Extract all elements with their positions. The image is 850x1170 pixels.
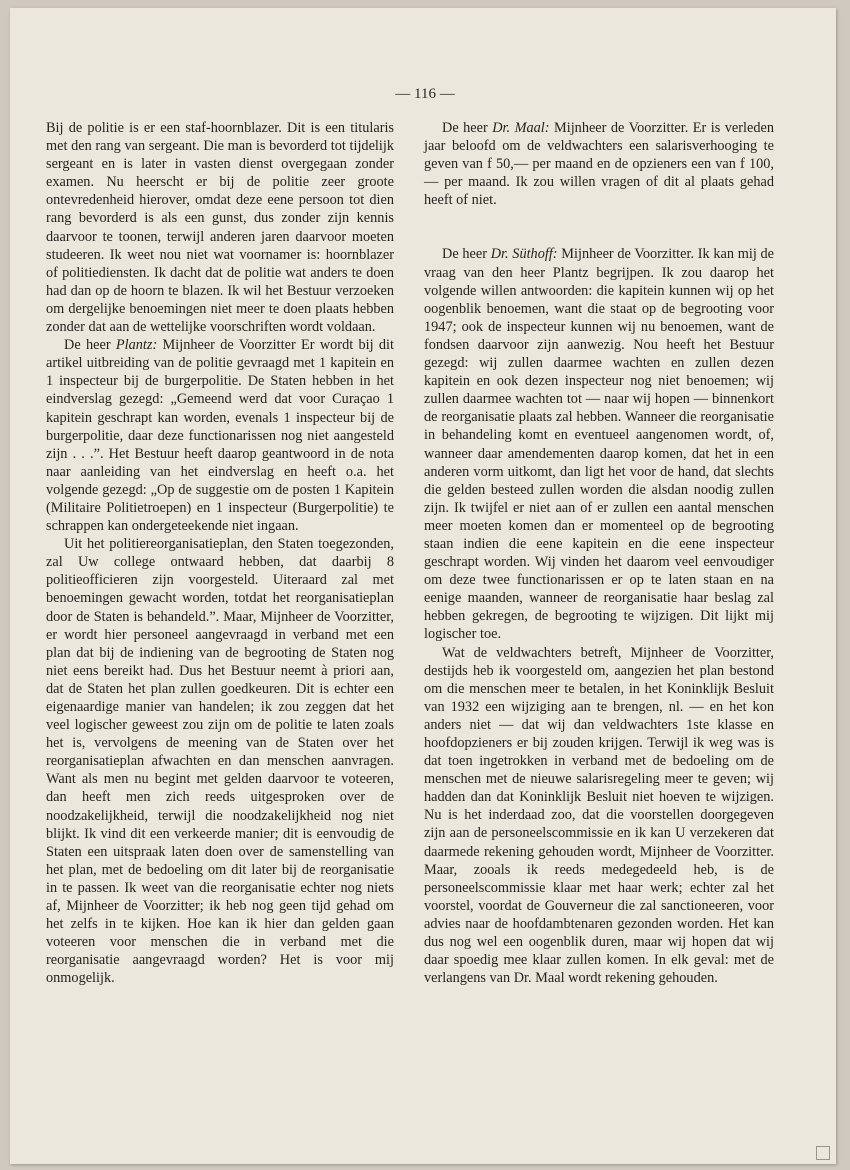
left-column: [46, 119, 394, 988]
right-column: [424, 119, 774, 987]
paragraph: Bij de politie is er een staf-hoornblazer. Dit is een titularis met den rang van sergeant. Die man is bevorderd tot tijdelijk sergeant en is later in vasten dienst overgegaan zonder examen. Nu heerscht er bij de politie zeer groote ontevredenheid hierover, omdat deze eene persoon tot dien rang bevorderd is als een gunst, dus zonder zijn kennis daarvoor te toonen, terwijl anderen jaren daarvoor moeten studeeren. Ik weet nou niet wat voornamer is: hoornblazer of politiediensten. Ik dacht dat de politie wat anders te doen had dan op de hoorn te blazen. Ik wil het Bestuur verzoeken om dergelijke benoemingen niet meer te doen plaats hebben zonder dat aan de wettelijke voorschriften wordt voldaan.: [46, 120, 394, 336]
sheet-corner-mark: [816, 1146, 830, 1160]
speaker-name: Dr. Maal:: [492, 120, 550, 136]
paragraph: Wat de veldwachters betreft, Mijnheer de Voorzitter, destijds heb ik voorgesteld om, aangezien het plan bestond om die menschen meer te betalen, in het Koninklijk Besluit van 1932 een wijziging aan te brengen, nl. — en het kon anders niet — dat wij dan veldwachters 1ste klasse en hoofdopzieners er bij zouden krijgen. Terwijl ik weg was is dat toen ingetrokken in verband met de bedoeling om de menschen met de nieuwe salarisregeling meer te geven; wij hadden dan dat Koninklijk Besluit niet hoeven te wijzigen. Nu is het inderdaad zoo, dat die voorstellen doorgegeven zijn aan de personeelscommissie en ik kan U verzekeren dat daarmede rekening gehouden wordt, Mijnheer de Voorzitter. Maar, zooals ik reeds medegedeeld heb, is de personeelscommissie klaar met haar werk; echter zal het voorstel, voordat de Gouverneur die zal sanctioneeren, voor advies naar de hoofdambtenaren gezonden worden. Het kan dus nog wel een oogenblik duren, maar wij hopen dat wij daar spoedig mee klaar zullen komen. In elk geval: met de verlangens van Dr. Maal wordt rekening gehouden.: [424, 644, 774, 987]
paragraph: De heer Dr. Süthoff: Mijnheer de Voorzitter. Ik kan mij de vraag van den heer Plantz begrijpen. Ik zou daarop het volgende willen antwoorden: die kapitein kunnen wij op het oogenblik benoemen, want die staat op de begrooting voor 1947; ook de inspecteur kunnen wij nu benoemen, want de fondsen daarvoor zijn aanwezig. Nou heeft het Bestuur gezegd: wij zullen daarmee wachten en zullen dezen kapitein en ook dezen inspecteur nog niet benoemen; wij zullen daarmee wachten tot — naar wij hopen — binnenkort de reorganisatie plaats zal hebben. Wanneer die reorganisatie in behandeling komt en eventueel aangenomen wordt, of, wanneer daar amendementen daarop komen, dat het in een anderen vorm uitkomt, dan ligt het voor de hand, dat slechts die gelden besteed zullen worden die alsdan noodig zullen zijn. Ik twijfel er niet aan of er zullen een aantal menschen meer moeten komen dan er momenteel op de begrooting staan indien die eene kapitein en die eene inspecteur geschrapt worden. Wij vinden het daarom veel eenvoudiger om deze twee functionarissen er op te laten staan en na eenige maanden, wanneer de reorganisatie haar beslag zal hebben gekregen, de begrooting te wijzigen. Dit lijkt mij logischer toe.: [424, 246, 775, 643]
paragraph: De heer Dr. Maal: Mijnheer de Voorzitter. Er is verleden jaar beloofd om de veldwachters een salarisverhooging te geven van f 50,— per maand en de opzieners een van f 100,— per maand. Ik zou willen vragen of dit al plaats gehad heeft of niet.: [424, 120, 774, 209]
paragraph: De heer Plantz: Mijnheer de Voorzitter Er wordt bij dit artikel uitbreiding van de politie gevraagd met 1 kapitein en 1 inspecteur bij de burgerpolitie. De Staten hebben in het eindverslag gezegd: „Gemeend werd dat voor Curaçao 1 kapitein geschrapt kan worden, evenals 1 inspecteur bij de burgerpolitie, daar deze functionarissen nog niet aangesteld zijn . . .”. Het Bestuur heeft daarop geantwoord in de nota naar aanleiding van het eindverslag en heeft o.a. het volgende gezegd: „Op de suggestie om de posten 1 Kapitein (Militaire Politietroepen) en 1 inspecteur (Burgerpolitie) te schrappen kan ondergeteekende niet ingaan.: [46, 337, 394, 535]
speaker-name: Dr. Süthoff:: [490, 246, 558, 263]
paragraph: Uit het politiereorganisatieplan, den Staten toegezonden, zal Uw college ontwaard hebben, dat daarbij 8 politieofficieren zijn voorgesteld. Uiteraard zal met benoemingen gewacht worden, totdat het reorganisatieplan door de Staten is behandeld.”. Maar, Mijnheer de Voorzitter, er wordt hier personeel aangevraagd in verband met een plan dat bij de indiening van de begrooting de Staten nog niet eens bereikt had. Dus het Bestuur neemt à priori aan, dat de Staten het plan zullen goedkeuren. Dit is echter een eigenaardige manier van handelen; ik zou zeggen dat het veel logischer geweest zou zijn om de politie te laten zoals het is, vervolgens de meening van de Staten over het reorganisatieplan afwachten en dan menschen aanvragen. Want als men nu begint met gelden daarvoor te voteeren, dan heeft men zich reeds uitgesproken over de noodzakelijkheid, terwijl die noodzakelijkheid nog niet blijkt. Ik vind dit een verkeerde manier; dit is eenvoudig de Staten een uitspraak laten doen over de samenstelling van het plan, met de bedoeling om dit later bij de reorganisatie in te passen. Ik weet van die reorganisatie echter nog niets af, Mijnheer de Voorzitter; ik heb nog geen tijd gehad om het zelfs in te kijken. Hoe kan ik hier dan gelden gaan voteeren voor menschen die in verband met die reorganisatie aangevraagd worden? Het is voor mij onmogelijk.: [46, 536, 394, 987]
speaker-name: Plantz:: [115, 337, 158, 354]
page-number: — 116 —: [395, 86, 455, 102]
